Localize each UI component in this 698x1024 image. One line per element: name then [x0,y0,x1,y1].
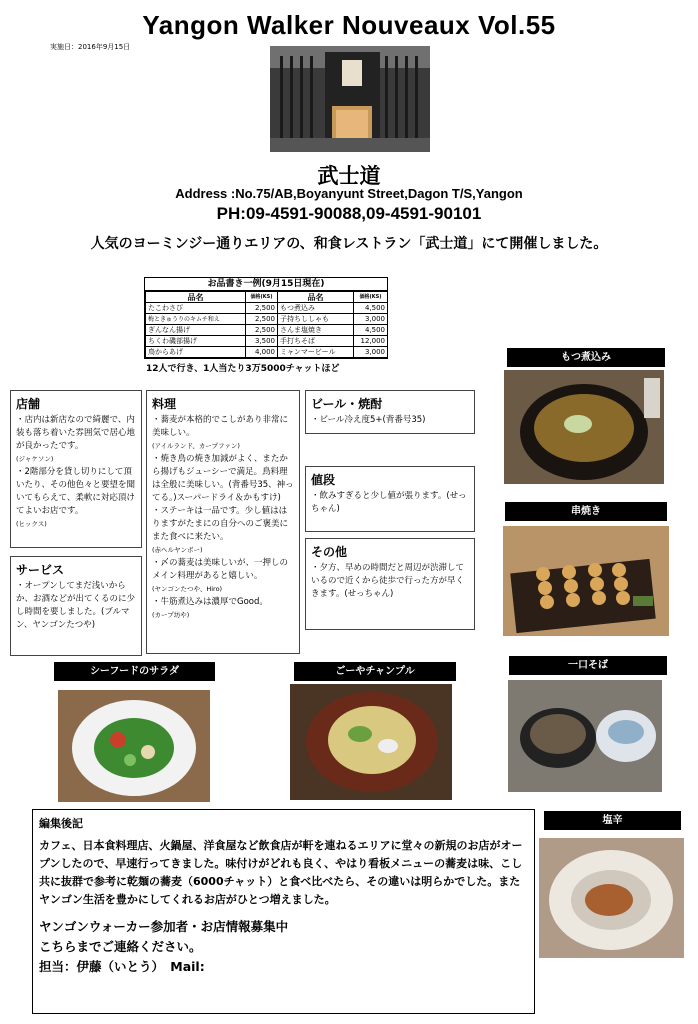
menu-price: 3,000 [354,347,388,358]
review-text: ・蕎麦が本格的でこしがあり非常に美味しい。 [152,415,289,438]
menu-col-price: 価格(KS) [354,292,388,303]
menu-col-name: 品名 [278,292,354,303]
reviewer: (赤ヘルヤンボー) [152,546,203,554]
hitokuchi-soba-photo [508,680,662,792]
storefront-photo [270,46,430,152]
shop-phone: PH:09-4591-90088,09-4591-90101 [216,204,482,223]
review-text: ・オープンしてまだ浅いからか、お酒などが出てくるのに少し時間を要しました。(ブルマン、ヤンゴンたつや) [16,581,136,630]
recruit-line: こちらまでご連絡ください。 [39,939,202,954]
menu-item: たこわさび [146,303,246,314]
reviewer: (ジャケソン) [16,455,54,463]
review-text: ・店内は新店なので綺麗で、内装も落ち着いた雰囲気で居心地が良かったです。 [16,415,136,451]
reviewer: (アイルランド、カープファン) [152,442,240,450]
price-review-box [305,466,475,532]
editorial-box [32,809,535,1014]
menu-price: 4,500 [354,325,388,336]
menu-item: ミャンマービール [278,347,354,358]
menu-price: 2,500 [246,303,278,314]
box-title: 店舗 [16,397,41,411]
review-text: ・2階部分を貸し切りにして頂いたり、その他色々と要望を聞いてもらえて、柔軟に対応頂けてよいお店です。 [16,467,136,516]
review-text: ・夕方、早めの時間だと周辺が渋滞しているので近くから徒歩で行った方が早くきます。(せっちゃん) [311,563,465,599]
menu-item: もつ煮込み [278,303,354,314]
menu-price: 3,500 [246,336,278,347]
lead-text: 人気のヨーミンジー通りエリアの、和食レストラン「武士道」にて開催しました。 [90,236,608,252]
photo-label-goya: ごーやチャンプル [294,662,456,681]
seafood-salad-photo [58,690,210,802]
table-row [146,347,388,358]
review-text: ・焼き鳥の焼き加減がよく、またから揚げもジューシーで満足。鳥料理は全般に美味しい。(背番号35、神ってる。)スーパードライ＆かもすけ) [152,454,294,503]
reviewer: (ヒックス) [16,520,47,528]
kushiyaki-photo [503,526,669,636]
shiokara-photo [539,838,684,958]
review-text: ・ビール冷え度5+(背番号35) [311,415,426,425]
box-title: 値段 [311,473,336,487]
table-row [146,303,388,314]
menu-item: 梅ときゅうりのキムチ和え [146,314,246,325]
table-row [146,314,388,325]
contact-line: 担当：伊藤（いとう） Mail: [39,959,205,974]
menu-item: 子持ちししゃも [278,314,354,325]
menu-item: ちくわ磯部揚げ [146,336,246,347]
menu-item: 鳥からあげ [146,347,246,358]
box-title: ビール・焼酎 [311,397,383,411]
menu-price: 3,000 [354,314,388,325]
photo-label-shiokara: 塩辛 [544,811,681,830]
menu-col-price: 価格(KS) [246,292,278,303]
page-title: Yangon Walker Nouveaux Vol.55 [142,10,556,40]
photo-label-soba: 一口そば [509,656,667,675]
food-review-box [146,390,300,654]
store-review-box [10,390,142,548]
menu-price: 2,500 [246,314,278,325]
shop-name: 武士道 [317,164,381,188]
box-title: 料理 [152,397,177,411]
review-text: ・ステーキは一品です。少し値ははりますがたまにの自分へのご褒美にまた食べに来たい。 [152,506,289,542]
shop-address: Address :No.75/AB,Boyanyunt Street,Dagon T/S,Yangon [175,186,523,201]
editorial-title: 編集後記 [39,817,83,830]
review-text: ・〆の蕎麦は美味しいが、一押しのメイン料理があると嬉しい。 [152,558,289,581]
menu-price: 4,000 [246,347,278,358]
photo-label-motsu: もつ煮込み [507,348,665,367]
photo-label-seafood: シーフードのサラダ [54,662,215,681]
menu-item: ぎんなん揚げ [146,325,246,336]
recruit-line: ヤンゴンウォーカー参加者・お店情報募集中 [39,919,289,934]
menu-header-row [146,292,388,303]
event-date: 実施日：2016年9月15日 [50,43,131,51]
reviewer: (カープ坊や) [152,611,190,619]
service-review-box [10,556,142,656]
review-text: ・牛筋煮込みは濃厚でGood。 [152,597,268,607]
motsu-nikomi-photo [504,370,664,484]
reviewer: (ヤンゴンたつや、Hiro) [152,585,223,593]
menu-item: さんま塩焼き [278,325,354,336]
menu-price: 2,500 [246,325,278,336]
box-title: サービス [16,563,65,577]
menu-item: 手打ちそば [278,336,354,347]
menu-title: お品書き一例(9月15日現在) [145,278,387,291]
menu-col-name: 品名 [146,292,246,303]
recruit-text [39,917,528,977]
menu-price: 12,000 [354,336,388,347]
other-review-box [305,538,475,630]
box-title: その他 [311,545,348,559]
photo-label-kushi: 串焼き [505,502,667,521]
review-text: ・飲みすぎると少し値が張ります。(せっちゃん) [311,491,467,514]
editorial-body: カフェ、日本食料理店、火鍋屋、洋食屋など飲食店が軒を連ねるエリアに堂々の新規のお店がオープンしたので、早速行ってきました。味付けがどれも良く、やはり看板メニューの蕎麦は味、こし共に抜群で参考に乾麺の蕎麦（6000チャット）と食べ比べたら、その違いは明らかでした。またヤンゴン生活を豊かにしてくれるお店がひとつ増えました。 [39,839,523,906]
table-row [146,336,388,347]
menu-price: 4,500 [354,303,388,314]
menu-note: 12人で行き、1人当たり3万5000チャットほど [146,364,340,374]
beer-review-box [305,390,475,434]
menu-table [144,277,388,359]
goya-champuru-photo [290,684,452,800]
table-row [146,325,388,336]
